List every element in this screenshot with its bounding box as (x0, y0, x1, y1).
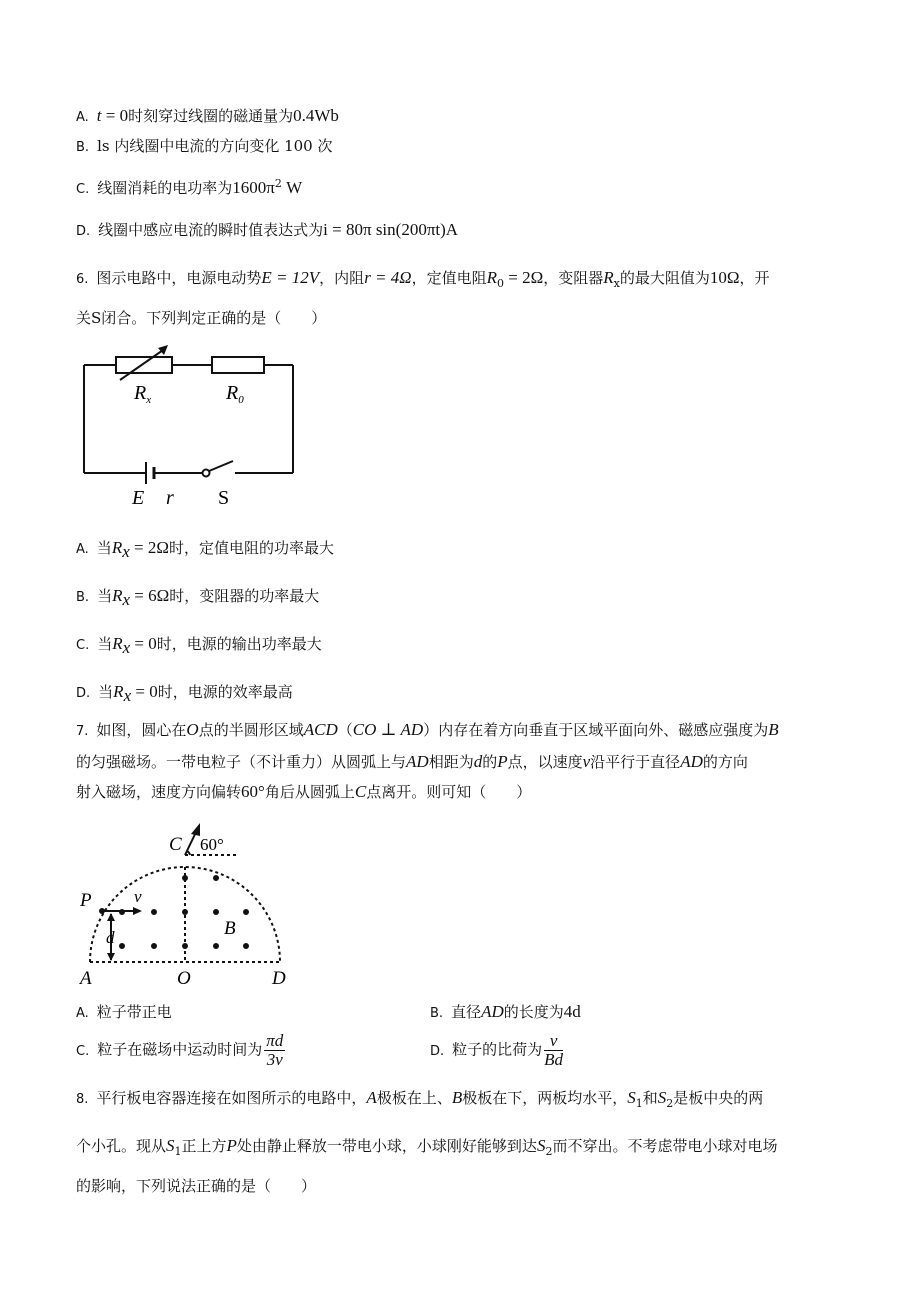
q7-stem-line1: 7. 如图，圆心在O点的半圆形区域ACD（CO ⊥ AD）内存在着方向垂直于区域平面向外、磁感应强度为B (76, 720, 779, 739)
q6-circuit-diagram (76, 340, 306, 512)
label-c: C (169, 834, 182, 855)
label-r: r (166, 487, 174, 509)
label-r0: $R_0$ (226, 382, 244, 406)
q8-stem-line3: 的影响，下列说法正确的是（ ） (76, 1177, 317, 1195)
label-a: A (80, 968, 92, 989)
q5-option-b: B. ls 内线圈中电流的方向变化 100 次 (76, 137, 333, 155)
label-p: P (80, 890, 92, 911)
switch-blade (209, 461, 233, 471)
rheostat-arrow (120, 348, 166, 380)
q7-option-b: B. 直径AD的长度为4d (430, 1002, 581, 1021)
q5-option-a: A. t = 0时刻穿过线圈的磁通量为0.4Wb (76, 106, 339, 125)
q8-stem-line2: 个小孔。现从$S_1$正上方P处由静止释放一带电小球，小球刚好能够到达$S_2$而不穿出。不考虑带电小球对电场 (76, 1136, 778, 1158)
label-o: O (177, 968, 191, 989)
label-b: B (224, 918, 236, 939)
q6-option-d: D. 当$R_x = 0$时，电源的效率最高 (76, 682, 293, 705)
q5-option-c: C. 线圈消耗的电功率为$1600\pi^2$ W (76, 177, 303, 197)
fraction: $\frac{v}{Bd}$ (544, 1031, 564, 1069)
label-d: d (106, 928, 115, 947)
variable-resistor (116, 357, 172, 373)
q7-stem-line3: 射入磁场，速度方向偏转60°角后从圆弧上C点离开。则可知（ ） (76, 782, 532, 801)
q6-stem-line1: 6. 图示电路中，电源电动势E = 12V，内阻r = 4Ω，定值电阻$R_0 = 2\Omega$，变阻器$R_x$的最大阻值为10Ω，开 (76, 268, 770, 290)
fraction: $\frac{\pi d}{3v}$ (266, 1031, 284, 1069)
q7-stem-line2: 的匀强磁场。一带电粒子（不计重力）从圆弧上与AD相距为d的P点，以速度v沿平行于直径AD的方向 (76, 752, 748, 771)
q8-stem-line1: 8. 平行板电容器连接在如图所示的电路中，A极板在上、B极板在下，两板均水平，$S_1$和$S_2$是板中央的两 (76, 1088, 764, 1110)
fixed-resistor (212, 357, 264, 373)
q6-stem-line2: 关S闭合。下列判定正确的是（ ） (76, 309, 327, 327)
q7-option-c: C. 粒子在磁场中运动时间为 $\frac{\pi d}{3v}$ (76, 1031, 284, 1069)
q7-option-a: A. 粒子带正电 (76, 1003, 172, 1021)
label-e: E (132, 487, 145, 509)
label-s: S (218, 487, 230, 509)
label-d-point: D (272, 968, 286, 989)
label-v: v (134, 887, 142, 906)
q7-option-d: D. 粒子的比荷为 $\frac{v}{Bd}$ (430, 1031, 564, 1069)
q6-option-c: C. 当$R_x = 0$时，电源的输出功率最大 (76, 634, 322, 657)
q6-option-b: B. 当$R_x = 6\Omega$时，变阻器的功率最大 (76, 586, 320, 609)
q7-magnetic-field-diagram (76, 820, 306, 992)
q6-option-a: A. 当$R_x = 2\Omega$时，定值电阻的功率最大 (76, 538, 334, 561)
switch-contact (203, 470, 210, 477)
label-60-degrees: 60° (200, 835, 224, 854)
q5-option-d: D. 线圈中感应电流的瞬时值表达式为i = 80π sin(200πt)A (76, 220, 459, 239)
label-rx: $R_x$ (134, 382, 152, 406)
